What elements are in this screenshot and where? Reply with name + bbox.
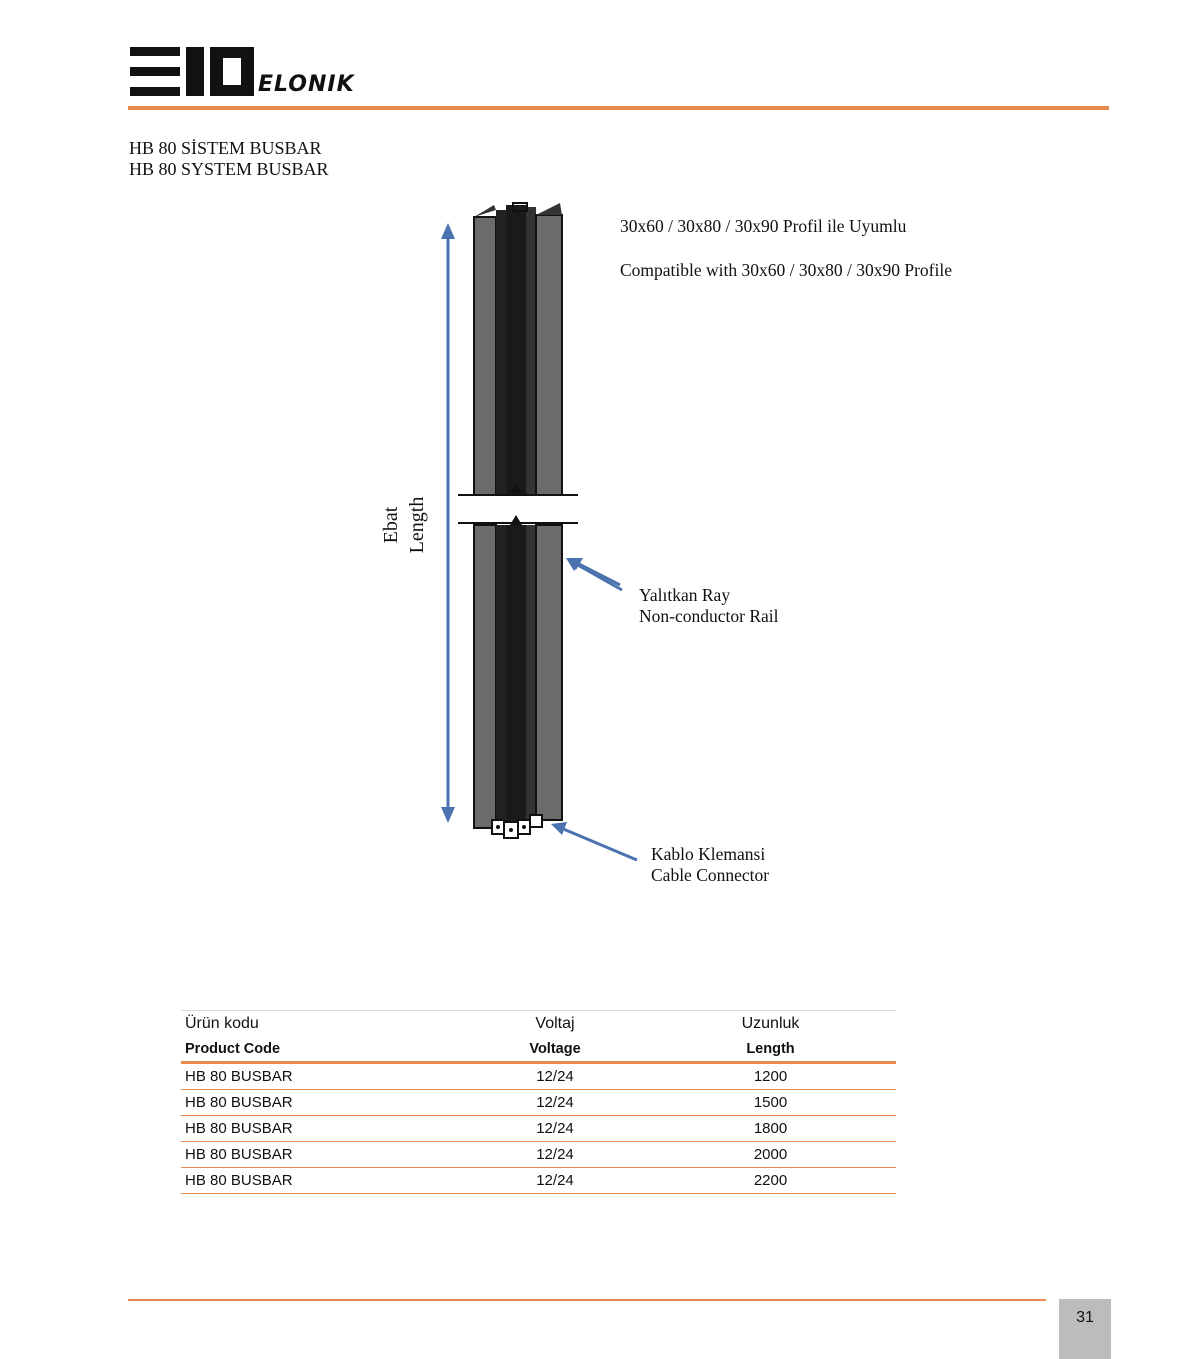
voltage-cell: 12/24 <box>465 1090 645 1116</box>
table-row <box>181 1168 896 1194</box>
header-length-tr: Uzunluk <box>645 1011 896 1037</box>
page-title-en: HB 80 SYSTEM BUSBAR <box>129 159 329 179</box>
table-header-en <box>181 1036 896 1063</box>
dimension-label <box>380 485 429 565</box>
length-cell: 1500 <box>645 1090 896 1116</box>
table-row <box>181 1142 896 1168</box>
compatibility-en: Compatible with 30x60 / 30x80 / 30x90 Profile <box>620 260 952 280</box>
header-voltage-en: Voltage <box>465 1036 645 1063</box>
product-code-cell: HB 80 BUSBAR <box>181 1116 465 1142</box>
dimension-label-en: Length <box>406 496 428 554</box>
logo-wordmark: ELONIK <box>258 72 355 97</box>
length-arrow <box>441 223 455 823</box>
length-cell: 2200 <box>645 1168 896 1194</box>
connector-label-en: Cable Connector <box>651 865 770 885</box>
length-cell: 2000 <box>645 1142 896 1168</box>
busbar-top-segment <box>474 203 562 495</box>
header-rule <box>128 106 1109 110</box>
rail-label-en: Non-conductor Rail <box>639 606 779 626</box>
product-code-cell: HB 80 BUSBAR <box>181 1142 465 1168</box>
header-voltage-tr: Voltaj <box>465 1011 645 1037</box>
voltage-cell: 12/24 <box>465 1142 645 1168</box>
table-header-tr <box>181 1011 896 1037</box>
page-number: 31 <box>1059 1299 1111 1359</box>
header-product-code-en: Product Code <box>181 1036 465 1063</box>
table-row <box>181 1090 896 1116</box>
voltage-cell: 12/24 <box>465 1116 645 1142</box>
header-length-en: Length <box>645 1036 896 1063</box>
connector-label-tr: Kablo Klemansi <box>651 844 766 864</box>
rail-label-tr: Yalıtkan Ray <box>639 585 731 605</box>
busbar-bottom-segment <box>474 525 562 830</box>
product-table <box>181 1010 896 1194</box>
product-code-cell: HB 80 BUSBAR <box>181 1063 465 1090</box>
header-product-code-tr: Ürün kodu <box>181 1011 465 1037</box>
product-code-cell: HB 80 BUSBAR <box>181 1168 465 1194</box>
compatibility-tr: 30x60 / 30x80 / 30x90 Profil ile Uyumlu <box>620 216 907 236</box>
page-title-tr: HB 80 SİSTEM BUSBAR <box>129 138 322 158</box>
length-cell: 1800 <box>645 1116 896 1142</box>
footer-rule <box>128 1299 1046 1301</box>
product-code-cell: HB 80 BUSBAR <box>181 1090 465 1116</box>
connector-callout-arrow <box>545 818 645 868</box>
voltage-cell: 12/24 <box>465 1063 645 1090</box>
table-row <box>181 1063 896 1090</box>
rail-callout-arrow-ext <box>560 552 640 597</box>
voltage-cell: 12/24 <box>465 1168 645 1194</box>
table-row <box>181 1116 896 1142</box>
dimension-label-tr: Ebat <box>380 506 402 544</box>
length-cell: 1200 <box>645 1063 896 1090</box>
